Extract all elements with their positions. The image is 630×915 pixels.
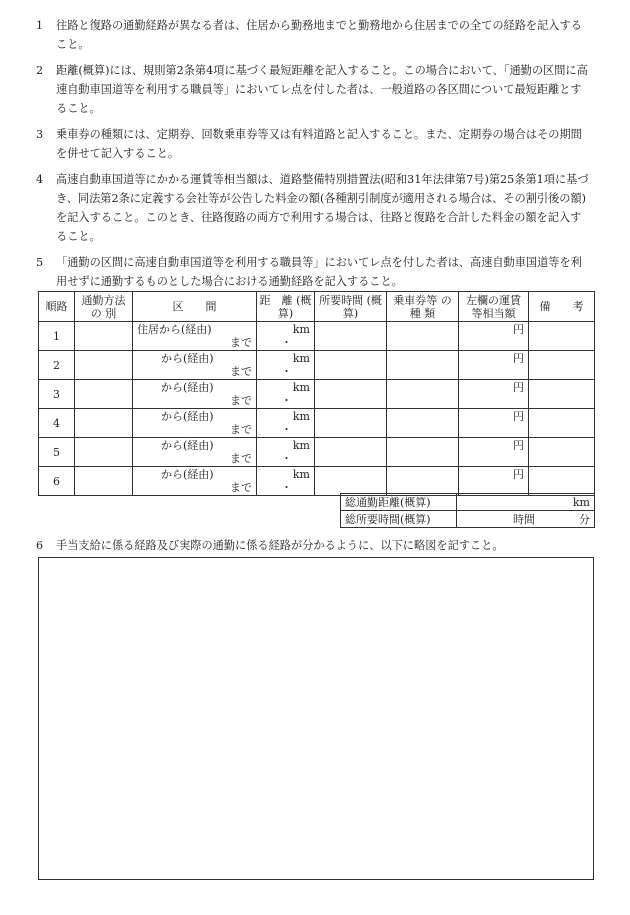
time-cell[interactable] [315,409,387,438]
table-row [39,409,595,438]
time-cell[interactable] [315,380,387,409]
distance-cell[interactable]: km ・ [257,322,315,351]
method-cell[interactable] [75,409,133,438]
fare-cell[interactable]: 円 [459,438,529,467]
section-cell[interactable]: 住居から(経由) まで [133,322,257,351]
section-cell[interactable]: から(経由) まで [133,467,257,496]
remarks-cell[interactable] [529,467,595,496]
row-number: 5 [39,438,75,467]
fare-cell[interactable]: 円 [459,467,529,496]
table-row [39,380,595,409]
note-2: 2 距離(概算)には、規則第2条第4項に基づく最短距離を記入すること。この場合において、「通勤の区間に高速自動車国道等を利用する職員等」においてレ点を付した者は、一般道路の各区間について最短距離とすること。 [36,64,588,115]
total-distance-row [341,494,595,511]
route-table [38,291,595,496]
ticket-cell[interactable] [387,351,459,380]
section-cell[interactable]: から(経由) まで [133,438,257,467]
remarks-cell[interactable] [529,351,595,380]
header-method: 通勤方法 の 別 [75,292,133,322]
header-order: 順路 [39,292,75,322]
route-sketch-area[interactable] [38,557,594,880]
remarks-cell[interactable] [529,380,595,409]
header-section: 区 間 [133,292,257,322]
header-time: 所要時間 (概 算) [315,292,387,322]
header-distance: 距 離 (概 算) [257,292,315,322]
time-cell[interactable] [315,438,387,467]
time-cell[interactable] [315,351,387,380]
table-row [39,351,595,380]
note-3: 3 乗車券の種類には、定期券、回数乗車券等又は有料道路と記入すること。また、定期券の場合はその期間を併せて記入すること。 [36,128,582,160]
total-distance-label: 総通勤距離(概算) [341,494,457,511]
method-cell[interactable] [75,351,133,380]
row-number: 3 [39,380,75,409]
table-header [39,292,595,322]
distance-cell[interactable]: km ・ [257,409,315,438]
row-number: 4 [39,409,75,438]
total-time-row [341,511,595,528]
distance-cell[interactable]: km ・ [257,380,315,409]
header-remarks: 備 考 [529,292,595,322]
ticket-cell[interactable] [387,322,459,351]
section-cell[interactable]: から(経由) まで [133,351,257,380]
total-time-value[interactable]: 時間 分 [457,511,595,528]
method-cell[interactable] [75,438,133,467]
header-fare: 左欄の運賃 等相当額 [459,292,529,322]
remarks-cell[interactable] [529,409,595,438]
instructions [36,16,592,298]
ticket-cell[interactable] [387,438,459,467]
method-cell[interactable] [75,467,133,496]
remarks-cell[interactable] [529,438,595,467]
note-6: 6 手当支給に係る経路及び実際の通勤に係る経路が分かるように、以下に略図を記すこと。 [36,539,504,552]
section-cell[interactable]: から(経由) まで [133,409,257,438]
ticket-cell[interactable] [387,380,459,409]
note-1: 1 往路と復路の通勤経路が異なる者は、住居から勤務地までと勤務地から住居までの全ての経路を記入すること。 [36,19,582,51]
table-row [39,467,595,496]
row-number: 1 [39,322,75,351]
ticket-cell[interactable] [387,409,459,438]
total-time-label: 総所要時間(概算) [341,511,457,528]
ticket-cell[interactable] [387,467,459,496]
fare-cell[interactable]: 円 [459,380,529,409]
table-row [39,438,595,467]
row-number: 2 [39,351,75,380]
section-cell[interactable]: から(経由) まで [133,380,257,409]
note-5: 5 「通勤の区間に高速自動車国道等を利用する職員等」においてレ点を付した者は、高速自動車国道等を利用せずに通勤するものとした場合における通勤経路を記入すること。 [36,256,582,288]
fare-cell[interactable]: 円 [459,322,529,351]
fare-cell[interactable]: 円 [459,409,529,438]
method-cell[interactable] [75,380,133,409]
totals-table [340,493,595,528]
time-cell[interactable] [315,467,387,496]
note-4: 4 高速自動車国道等にかかる運賃等相当額は、道路整備特別措置法(昭和31年法律第7号)第25条第1項に基づき、同法第2条に定義する会社等が公告した料金の額(各種割引制度が適用される場合は、その割引後の額)を記入すること。このとき、往路復路の両方で利用する場合は、往路と復路を合計した料金の額を記入すること。 [36,173,589,243]
distance-cell[interactable]: km ・ [257,438,315,467]
time-cell[interactable] [315,322,387,351]
distance-cell[interactable]: km ・ [257,467,315,496]
table-row [39,322,595,351]
remarks-cell[interactable] [529,322,595,351]
distance-cell[interactable]: km ・ [257,351,315,380]
header-ticket: 乗車券等 の 種 類 [387,292,459,322]
total-distance-value[interactable]: km [457,494,595,511]
method-cell[interactable] [75,322,133,351]
fare-cell[interactable]: 円 [459,351,529,380]
row-number: 6 [39,467,75,496]
